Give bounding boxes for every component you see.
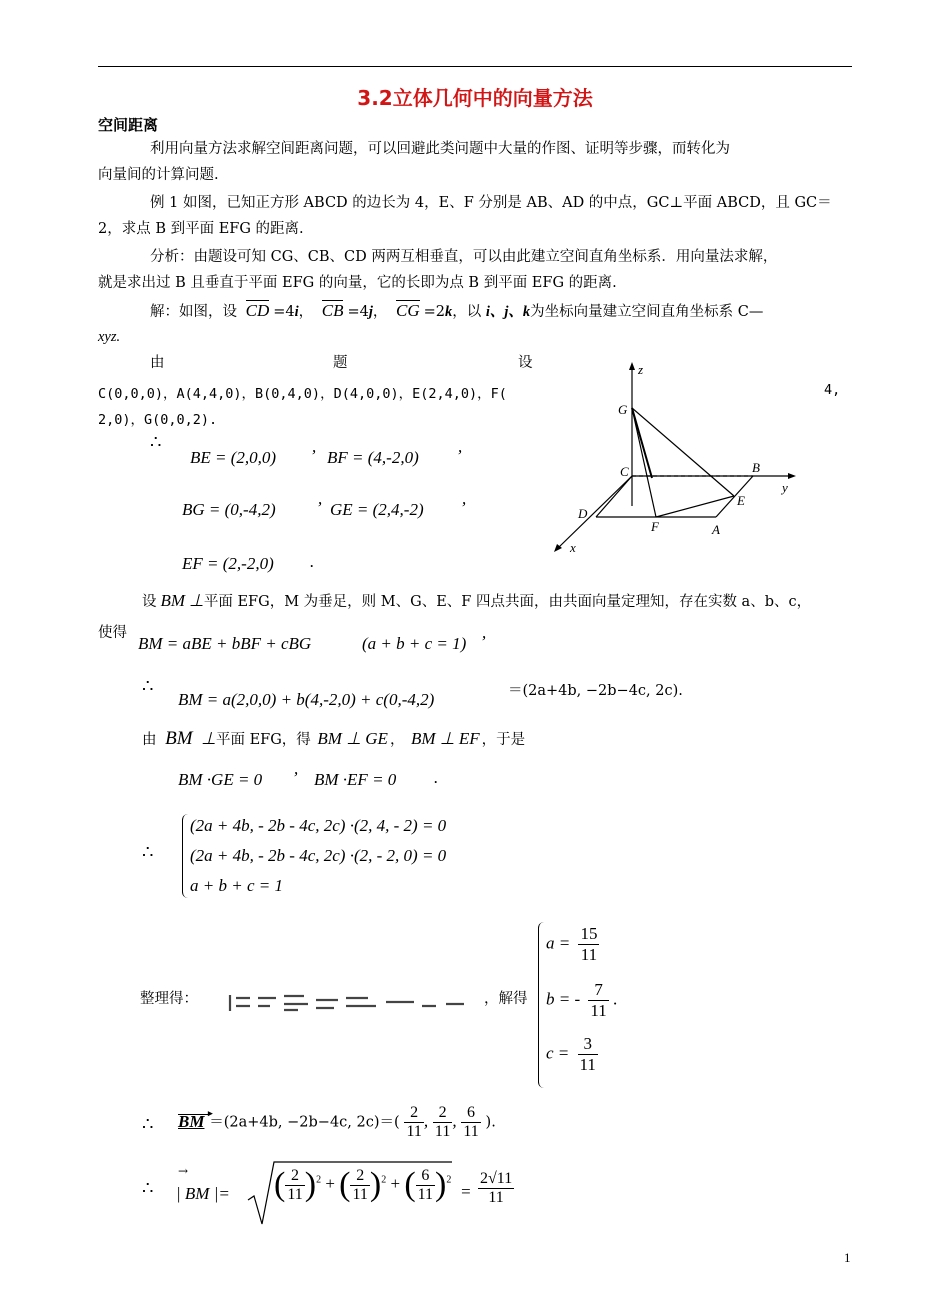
coordinates-line-1: C(0,0,0)，A(4,4,0)，B(0,4,0)，D(4,0,0)，E(2,4,0)，F( [98, 386, 507, 402]
unit-i: i [294, 304, 299, 320]
y-arrow-head [788, 473, 796, 479]
solution-line-1: 解：如图，设 CD =4i， CB =4j， CG =2k，以 i、j、k为坐标向量建立空间直角坐标系 C— [150, 298, 763, 325]
magnitude-eq: = [460, 1182, 472, 1201]
coordinates-line-2: 2,0)，G(0,0,2). [98, 412, 218, 428]
magnitude-lhs: | BM |= [176, 1184, 230, 1203]
perp-line: 由 BM ⊥平面 EFG，得 BM ⊥ GE ， BM ⊥ EF ，于是 [142, 728, 526, 749]
therefore-symbol-1: ∴ [150, 432, 162, 453]
sep-1: ’ [310, 446, 316, 465]
label-d: D [578, 506, 588, 521]
coord-word-she: 设 [518, 355, 533, 371]
example-line-2: 2，求点 B 到平面 EFG 的距离. [98, 221, 304, 237]
section-heading: 空间距离 [98, 116, 159, 134]
edge-dc [596, 476, 632, 517]
system-eq-3: a + b + c = 1 [190, 876, 283, 895]
unit-j: j [368, 304, 373, 320]
solution-c: c = $\frac{3}{11}$ [546, 1034, 596, 1074]
vector-cd: CD [245, 301, 270, 320]
setup-shide: 使得 [98, 625, 127, 641]
sep-4: ’ [460, 498, 466, 517]
therefore-symbol-4: ∴ [142, 1114, 154, 1135]
vector-cg: CG [396, 301, 420, 320]
analysis-line-2: 就是求出过 B 且垂直于平面 EFG 的向量，它的长即为点 B 到平面 EFG 的距离. [98, 275, 617, 291]
edge-fe [656, 496, 734, 517]
label-g: G [618, 402, 628, 417]
geometry-figure [540, 358, 810, 558]
label-a: A [712, 522, 720, 537]
garbled-equation-image [226, 992, 476, 1014]
therefore-symbol-5: ∴ [142, 1178, 154, 1199]
label-b: B [752, 460, 760, 475]
expand-rhs: ＝(2a+4b, −2b−4c, 2c). [508, 683, 683, 699]
sep-3: ’ [316, 498, 322, 517]
magnitude-terms: ( $\frac{2}{11}$ )$^2$ + ( $\frac{2}{11}$ )$^2$ + ( $\frac{6}{11}$ )$^2$ [274, 1166, 452, 1203]
dot-end: . [434, 768, 439, 787]
coord-word-ti: 题 [333, 355, 348, 371]
dot-sep: ’ [292, 768, 298, 787]
intro-line-1: 利用向量方法求解空间距离问题，可以回避此类问题中大量的作图、证明等步骤，而转化为 [150, 141, 730, 157]
solution-prefix: 解：如图，设 [150, 304, 237, 320]
label-c: C [620, 464, 629, 479]
coord-word-you: 由 [150, 355, 165, 371]
magnitude-arrow: → [178, 1164, 189, 1178]
setup-equation: BM = aBE + bBF + cBG [138, 634, 312, 653]
page-title: 3.2立体几何中的向量方法 [357, 86, 593, 110]
label-y: y [782, 480, 788, 495]
setup-sep: ’ [480, 632, 486, 651]
vector-be: BE = (2,0,0) [190, 448, 277, 467]
z-arrow-head [629, 362, 635, 370]
example-line-1: 例 1 如图，已知正方形 ABCD 的边长为 4，E、F 分别是 AB、AD 的中点，GC⊥平面 ABCD，且 GC＝ [150, 195, 832, 211]
analysis-line-1: 分析：由题设可知 CG、CB、CD 两两互相垂直，可以由此建立空间直角坐标系．用向量法求解， [150, 249, 778, 265]
dot-bm-ef: BM ·EF = 0 [314, 770, 397, 789]
vector-bf: BF = (4,-2,0) [327, 448, 419, 467]
setup-line-1: 设 BM ⊥平面 EFG，M 为垂足，则 M、G、E、F 四点共面，由共面向量定理知，存在实数 a、b、c， [142, 591, 812, 610]
system-eq-2: (2a + 4b, - 2b - 4c, 2c) ·(2, - 2, 0) = 0 [190, 846, 447, 865]
sep-2: ’ [456, 446, 462, 465]
expand-lhs: BM = a(2,0,0) + b(4,-2,0) + c(0,-4,2) [178, 690, 435, 709]
system-eq-1: (2a + 4b, - 2b - 4c, 2c) ·(2, 4, - 2) = 0 [190, 816, 447, 835]
edge-gb-hint [632, 408, 652, 478]
solution-a: a = $\frac{15}{11}$ [546, 924, 598, 964]
vector-bg: BG = (0,-4,2) [182, 500, 276, 519]
dot-bm-ge: BM ·GE = 0 [178, 770, 263, 789]
result-line: ▸ BM ＝(2a+4b, −2b−4c, 2c)＝( $\frac{2}{11}$ , $\frac{2}{11}$ , $\frac{6}{11}$ ). [178, 1104, 496, 1140]
solve-solved: ，解得 [484, 991, 528, 1007]
result-bm: ▸ BM [178, 1107, 213, 1131]
solution-line-2: xyz. [98, 329, 121, 345]
x-axis [558, 476, 632, 548]
solve-label: 整理得： [140, 991, 198, 1007]
coordinates-tail: 4, [824, 382, 841, 398]
vector-cb: CB [321, 301, 344, 320]
label-x: x [570, 540, 576, 555]
vector-ge: GE = (2,4,-2) [330, 500, 424, 519]
edge-ba [716, 476, 753, 517]
magnitude-result: $\frac{2√11}{11}$ [480, 1170, 513, 1206]
intro-line-2: 向量间的计算问题. [98, 167, 219, 183]
label-f: F [651, 519, 659, 534]
unit-ijk: i、j、k [485, 304, 531, 320]
label-e: E [737, 493, 745, 508]
therefore-symbol-3: ∴ [142, 842, 154, 863]
end-1: . [310, 552, 315, 571]
edge-ge [632, 408, 734, 496]
edge-gf [632, 408, 656, 517]
vector-ef: EF = (2,-2,0) [182, 554, 274, 573]
page-number: 1 [844, 1250, 851, 1265]
top-rule [98, 66, 852, 67]
therefore-symbol-2: ∴ [142, 676, 154, 697]
solution-b: b = - $\frac{7}{11}$ . [546, 980, 618, 1020]
setup-condition: (a + b + c = 1) [362, 634, 467, 653]
unit-k: k [445, 304, 453, 320]
label-z: z [638, 362, 644, 377]
